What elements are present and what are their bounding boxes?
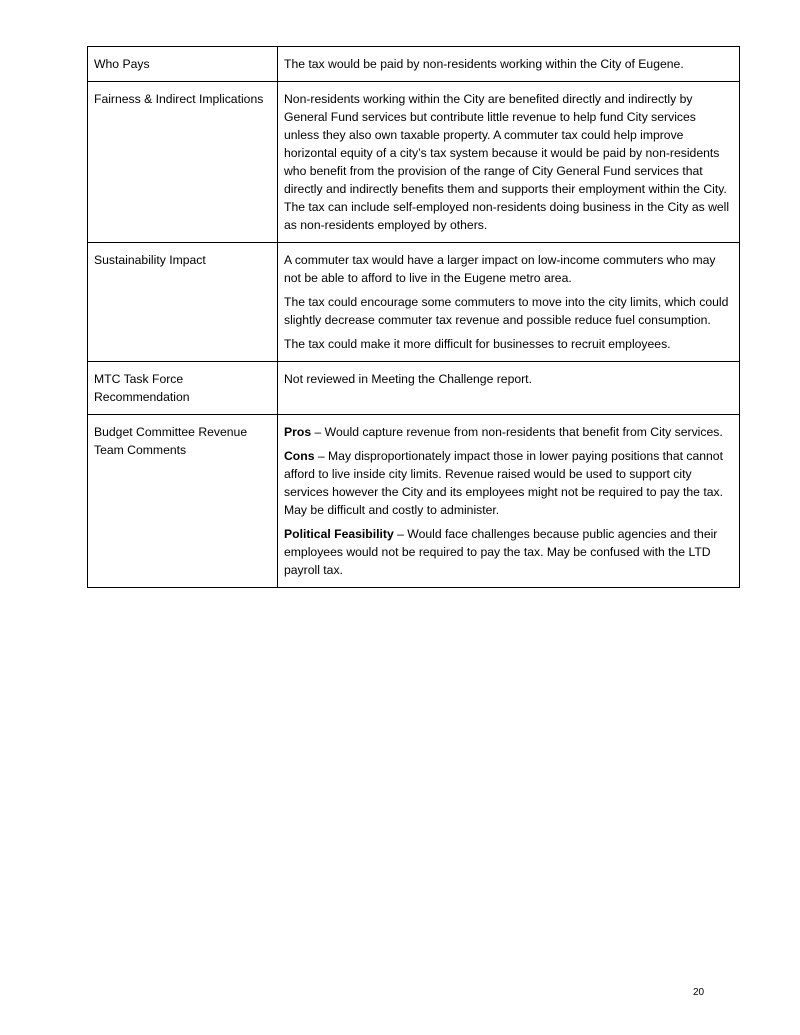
row-content-who-pays xyxy=(278,47,740,82)
row-content-fairness xyxy=(278,82,740,243)
policy-table xyxy=(87,46,740,588)
paragraph: Not reviewed in Meeting the Challenge report. xyxy=(284,372,532,386)
cons-lead: Cons xyxy=(284,449,315,463)
table-row xyxy=(88,243,740,362)
table-row xyxy=(88,47,740,82)
paragraph: The tax would be paid by non-residents working within the City of Eugene. xyxy=(284,57,684,71)
paragraph: The tax could encourage some commuters to move into the city limits, which could slightly decrease commuter tax revenue and possible reduce fuel consumption. xyxy=(284,295,729,327)
row-label-fairness: Fairness & Indirect Implications xyxy=(88,82,278,243)
page-number: 20 xyxy=(693,987,705,998)
row-content-budget-committee xyxy=(278,415,740,588)
pros-text: – Would capture revenue from non-residents that benefit from City services. xyxy=(311,425,723,439)
row-label-budget-committee: Budget Committee Revenue Team Comments xyxy=(88,415,278,588)
paragraph: The tax could make it more difficult for businesses to recruit employees. xyxy=(284,337,671,351)
row-label-who-pays: Who Pays xyxy=(88,47,278,82)
table-row xyxy=(88,362,740,415)
pros-lead: Pros xyxy=(284,425,312,439)
table-row xyxy=(88,82,740,243)
row-content-sustainability xyxy=(278,243,740,362)
row-label-mtc: MTC Task Force Recommendation xyxy=(88,362,278,415)
row-content-mtc xyxy=(278,362,740,415)
row-label-sustainability: Sustainability Impact xyxy=(88,243,278,362)
paragraph: A commuter tax would have a larger impact on low-income commuters who may not be able to afford to live in the Eugene metro area. xyxy=(284,253,716,285)
cons-text: – May disproportionately impact those in lower paying positions that cannot afford to live inside city limits. Revenue raised would be used to support city services however the City and its employees might not be required to pay the tax. May be difficult and costly to administer. xyxy=(284,449,723,517)
table-row xyxy=(88,415,740,588)
paragraph: Non-residents working within the City are benefited directly and indirectly by General Fund services but contribute little revenue to help fund City services unless they also own taxable property. A commuter tax could help improve horizontal equity of a city’s tax system because it would be paid by non-residents who benefit from the provision of the range of City General Fund services that directly and indirectly benefits them and supports their employment within the City. The tax can include self-employed non-residents doing business in the City as well as non-residents employed by others. xyxy=(284,92,730,232)
cons-paragraph xyxy=(284,447,733,519)
political-feasibility-lead: Political Feasibility xyxy=(284,527,394,541)
political-feasibility-text: – Would face challenges because public agencies and their employees would not be required to pay the tax. May be confused with the LTD payroll tax. xyxy=(284,527,718,577)
political-feasibility-paragraph xyxy=(284,525,733,579)
pros-paragraph xyxy=(284,423,733,441)
